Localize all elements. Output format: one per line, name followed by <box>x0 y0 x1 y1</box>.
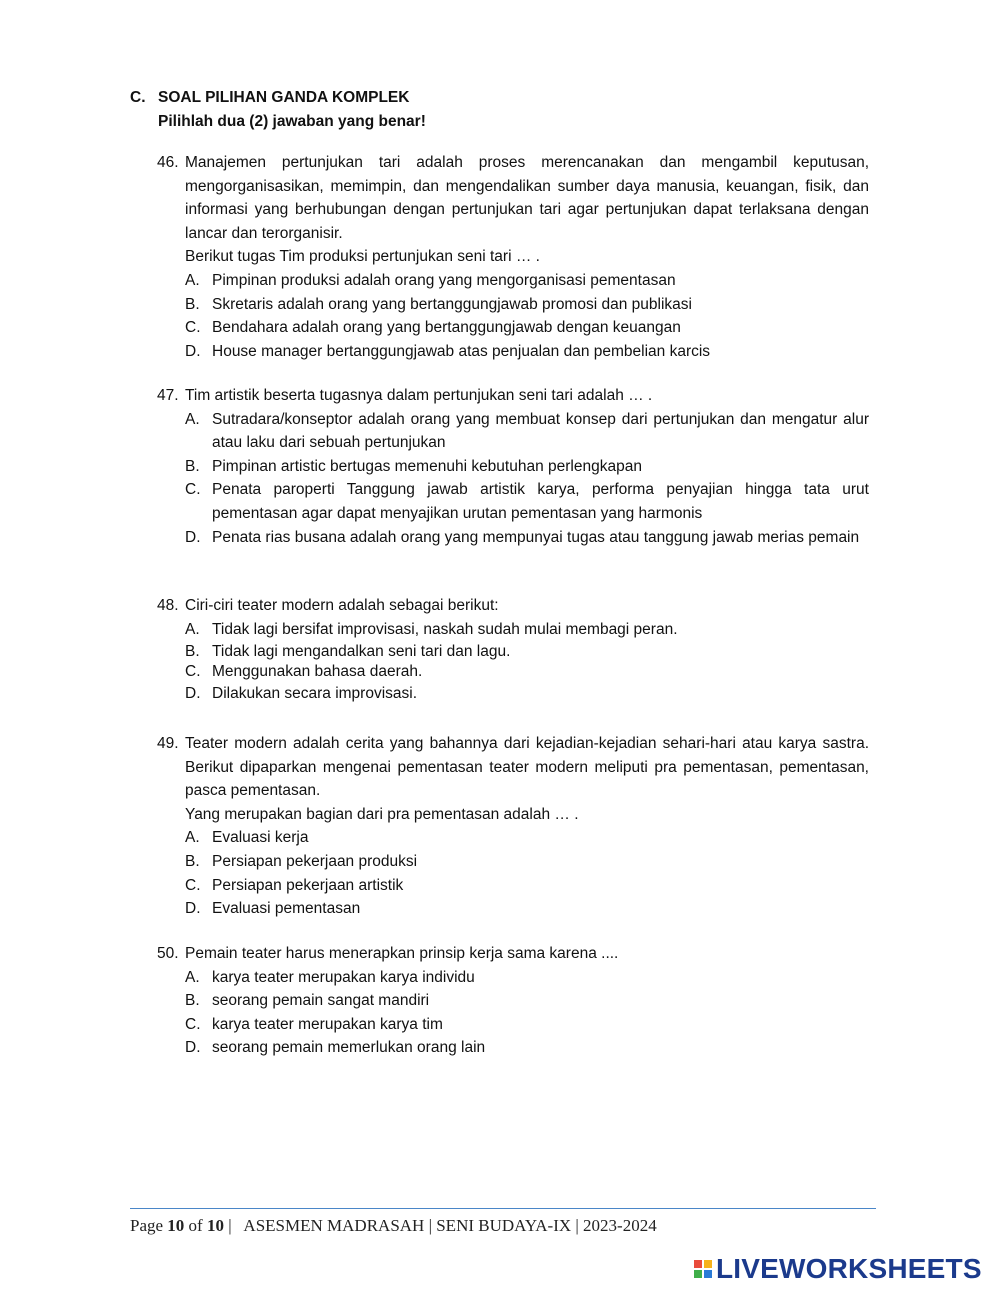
option-c[interactable] <box>185 1013 869 1037</box>
question-number: 48. <box>157 597 179 614</box>
option-letter: C. <box>185 319 201 337</box>
option-d[interactable] <box>185 1036 869 1060</box>
option-letter: C. <box>185 1015 201 1033</box>
option-text: Dilakukan secara improvisasi. <box>212 685 418 703</box>
option-c[interactable] <box>185 316 869 340</box>
option-d[interactable] <box>185 682 869 706</box>
brand-name: LIVEWORKSHEETS <box>716 1253 982 1284</box>
option-letter: A. <box>185 271 200 289</box>
option-c[interactable] <box>185 874 869 898</box>
option-letter: C. <box>185 663 201 681</box>
question-46 <box>157 151 869 363</box>
question-text: Manajemen pertunjukan tari adalah proses merencanakan dan mengambil keputusan, mengorganisasikan, memimpin, dan mengendalikan sumber daya manusia, keuangan, fisik, dan informasi yang berhubungan dengan pertunjukan tari agar pertunjukan dapat terlaksana dengan lancar dan terorganisir. <box>185 154 869 242</box>
question-text: Teater modern adalah cerita yang bahannya dari kejadian-kejadian sehari-hari atau karya sastra. Berikut dipaparkan mengenai pementasan teater modern meliputi pra pementasan, pementasan, pasca pementasan. <box>185 735 869 800</box>
logo-square <box>694 1270 702 1278</box>
option-letter: D. <box>185 685 201 703</box>
question-49 <box>157 732 869 921</box>
option-list <box>185 269 869 363</box>
question-text: Ciri-ciri teater modern adalah sebagai berikut: <box>185 597 499 614</box>
option-b[interactable] <box>185 455 869 479</box>
footer-page-current: 10 <box>167 1216 185 1235</box>
option-text: Penata paroperti Tanggung jawab artistik karya, performa penyajian hingga tata urut pementasan agar dapat menyajikan urutan pementasan yang harmonis <box>212 481 869 522</box>
section-header <box>130 87 870 133</box>
option-c[interactable] <box>185 662 869 682</box>
option-text: Skretaris adalah orang yang bertanggungjawab promosi dan publikasi <box>212 295 692 313</box>
option-a[interactable] <box>185 826 869 850</box>
option-b[interactable] <box>185 641 869 662</box>
option-letter: D. <box>185 900 201 918</box>
option-letter: D. <box>185 1039 201 1057</box>
option-b[interactable] <box>185 989 869 1013</box>
option-letter: A. <box>185 620 200 638</box>
option-text: Pimpinan artistic bertugas memenuhi kebutuhan perlengkapan <box>212 457 642 475</box>
option-text: karya teater merupakan karya tim <box>212 1015 443 1033</box>
question-prompt: Yang merupakan bagian dari pra pementasan adalah … . <box>185 805 579 823</box>
option-b[interactable] <box>185 293 869 317</box>
question-48 <box>157 594 869 706</box>
option-text: Menggunakan bahasa daerah. <box>212 663 423 681</box>
option-text: Persiapan pekerjaan produksi <box>212 852 418 870</box>
option-a[interactable] <box>185 269 869 293</box>
option-text: seorang pemain sangat mandiri <box>212 992 430 1010</box>
option-text: Evaluasi kerja <box>212 829 309 847</box>
section-instruction: Pilihlah dua (2) jawaban yang benar! <box>158 113 426 130</box>
option-letter: B. <box>185 643 200 661</box>
option-list <box>185 408 869 550</box>
liveworksheets-logo-icon <box>694 1260 712 1278</box>
option-c[interactable] <box>185 478 869 525</box>
option-list <box>185 618 869 706</box>
option-a[interactable] <box>185 408 869 455</box>
option-d[interactable] <box>185 897 869 921</box>
liveworksheets-brand[interactable] <box>694 1253 982 1285</box>
option-text: Tidak lagi bersifat improvisasi, naskah sudah mulai membagi peran. <box>212 620 678 638</box>
option-text: Bendahara adalah orang yang bertanggungjawab dengan keuangan <box>212 319 681 337</box>
question-number: 50. <box>157 945 179 962</box>
question-number: 46. <box>157 154 179 171</box>
option-text: seorang pemain memerlukan orang lain <box>212 1039 486 1057</box>
option-letter: D. <box>185 528 201 546</box>
option-letter: B. <box>185 295 200 313</box>
footer-page-total: 10 <box>206 1216 224 1235</box>
option-text: Tidak lagi mengandalkan seni tari dan lagu. <box>212 643 511 661</box>
option-list <box>185 966 869 1060</box>
logo-square <box>704 1260 712 1268</box>
option-d[interactable] <box>185 526 869 550</box>
question-text: Tim artistik beserta tugasnya dalam pertunjukan seni tari adalah … . <box>185 387 653 404</box>
question-text: Pemain teater harus menerapkan prinsip kerja sama karena .... <box>185 945 619 962</box>
option-text: Sutradara/konseptor adalah orang yang membuat konsep dari pertunjukan dan mengatur alur atau laku dari sebuah pertunjukan <box>212 410 869 452</box>
option-a[interactable] <box>185 966 869 990</box>
option-text: karya teater merupakan karya individu <box>212 968 475 986</box>
section-letter: C. <box>130 89 146 106</box>
footer-page-word: Page <box>130 1216 164 1235</box>
option-d[interactable] <box>185 340 869 364</box>
option-text: Evaluasi pementasan <box>212 900 361 918</box>
option-letter: B. <box>185 992 200 1010</box>
option-letter: D. <box>185 342 201 360</box>
option-letter: C. <box>185 876 201 894</box>
option-text: Pimpinan produksi adalah orang yang mengorganisasi pementasan <box>212 271 676 289</box>
question-number: 49. <box>157 735 179 752</box>
logo-square <box>694 1260 702 1268</box>
logo-square <box>704 1270 712 1278</box>
footer-document-info: | ASESMEN MADRASAH | SENI BUDAYA-IX | 2023-2024 <box>228 1216 657 1235</box>
option-letter: B. <box>185 852 200 870</box>
option-letter: A. <box>185 968 200 986</box>
section-title-row <box>130 87 870 109</box>
page-footer <box>130 1216 657 1236</box>
question-50 <box>157 942 869 1060</box>
section-title: SOAL PILIHAN GANDA KOMPLEK <box>158 89 410 106</box>
option-b[interactable] <box>185 850 869 874</box>
option-letter: B. <box>185 457 200 475</box>
option-a[interactable] <box>185 618 869 642</box>
footer-of-word: of <box>188 1216 203 1235</box>
question-47 <box>157 384 869 549</box>
question-prompt: Berikut tugas Tim produksi pertunjukan seni tari … . <box>185 248 540 266</box>
footer-divider <box>130 1208 876 1209</box>
option-text: Persiapan pekerjaan artistik <box>212 876 404 894</box>
option-text: Penata rias busana adalah orang yang mempunyai tugas atau tanggung jawab merias pemain <box>212 528 860 546</box>
option-list <box>185 826 869 920</box>
option-letter: C. <box>185 481 201 499</box>
option-text: House manager bertanggungjawab atas penjualan dan pembelian karcis <box>212 342 711 360</box>
question-number: 47. <box>157 387 179 404</box>
option-letter: A. <box>185 829 200 847</box>
option-letter: A. <box>185 410 200 428</box>
